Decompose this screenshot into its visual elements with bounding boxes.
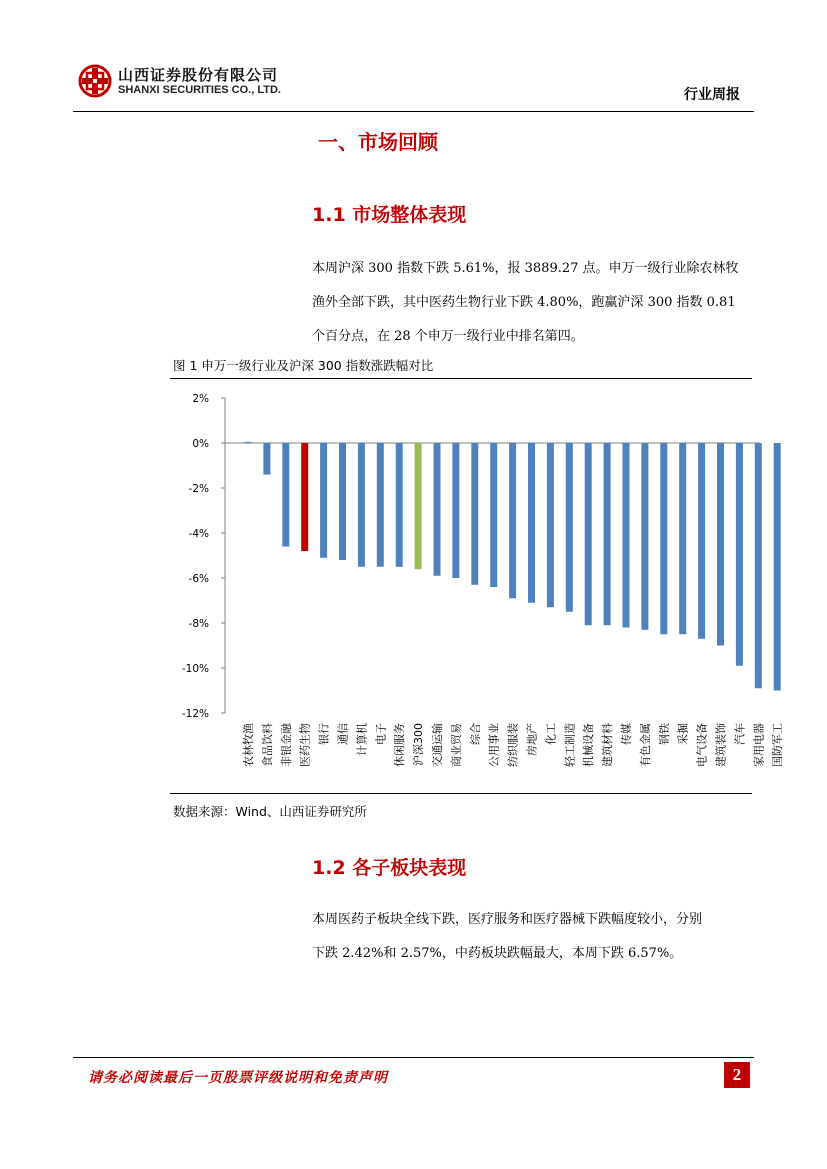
x-tick-label: 钢铁 xyxy=(657,723,671,745)
document-type: 行业周报 xyxy=(684,87,740,103)
bar-计算机 xyxy=(358,443,365,567)
bar-纺织服装 xyxy=(509,443,516,598)
x-tick-label: 传媒 xyxy=(620,723,633,745)
bar-钢铁 xyxy=(660,443,667,634)
bar-交通运输 xyxy=(434,443,441,576)
bar-通信 xyxy=(339,443,346,560)
bar-非银金融 xyxy=(282,443,289,547)
bar-公用事业 xyxy=(490,443,497,587)
x-tick-label: 轻工制造 xyxy=(563,723,577,767)
figure-source: 数据来源：Wind、山西证券研究所 xyxy=(173,804,367,819)
bar-电子 xyxy=(377,443,384,567)
bar-食品饮料 xyxy=(263,443,270,475)
x-tick-label: 家用电器 xyxy=(752,723,766,767)
figure-caption: 图 1 申万一级行业及沪深 300 指数涨跌幅对比 xyxy=(173,358,434,373)
x-tick-label: 非银金融 xyxy=(279,723,293,767)
x-tick-label: 银行 xyxy=(317,723,331,745)
paragraph-2-line: 本周医药子板块全线下跌，医疗服务和医疗器械下跌幅度较小，分别 xyxy=(312,912,703,927)
bar-银行 xyxy=(320,443,327,558)
y-tick-label: -10% xyxy=(181,663,209,675)
x-tick-label: 公用事业 xyxy=(487,723,501,767)
paragraph-1-line: 本周沪深 300 指数下跌 5.61%，报 3889.27 点。申万一级行业除农林牧 xyxy=(312,261,739,276)
bar-传媒 xyxy=(623,443,630,628)
x-tick-label: 纺织服装 xyxy=(506,723,520,767)
y-tick-label: -8% xyxy=(188,618,209,630)
x-tick-label: 采掘 xyxy=(676,723,690,745)
bar-series xyxy=(245,442,781,691)
industry-return-bar-chart xyxy=(170,385,785,795)
x-tick-label: 电气设备 xyxy=(695,723,709,767)
x-tick-label: 休闲服务 xyxy=(393,723,407,767)
paragraph-1-line: 渔外全部下跌，其中医药生物行业下跌 4.80%，跑赢沪深 300 指数 0.81 xyxy=(312,295,736,310)
x-tick-label: 通信 xyxy=(336,723,350,745)
bar-汽车 xyxy=(736,443,743,666)
x-tick-label: 有色金属 xyxy=(638,723,652,767)
paragraph-1 xyxy=(312,252,757,354)
x-tick-label: 化工 xyxy=(544,723,558,745)
x-tick-label: 计算机 xyxy=(355,723,369,756)
y-tick-label: -12% xyxy=(181,708,209,720)
company-logo-icon xyxy=(78,64,112,98)
subsection-title-2: 1.2 各子板块表现 xyxy=(312,857,467,879)
header-divider xyxy=(73,111,754,112)
x-tick-label: 农林牧渔 xyxy=(242,723,255,767)
bar-沪深300 xyxy=(415,443,422,569)
x-axis-labels xyxy=(241,722,784,767)
bar-综合 xyxy=(471,443,478,585)
bar-休闲服务 xyxy=(396,443,403,567)
bar-化工 xyxy=(547,443,554,607)
x-tick-label: 房地产 xyxy=(525,723,539,756)
paragraph-2-line: 下跌 2.42%和 2.57%，中药板块跌幅最大，本周下跌 6.57%。 xyxy=(312,946,683,961)
bar-建筑装饰 xyxy=(717,443,724,646)
figure-bottom-rule xyxy=(170,793,752,794)
y-axis xyxy=(182,393,760,720)
bar-采掘 xyxy=(679,443,686,634)
bar-家用电器 xyxy=(755,443,762,688)
x-tick-label: 建筑材料 xyxy=(601,723,615,767)
company-name-en: SHANXI SECURITIES CO., LTD. xyxy=(118,84,281,96)
figure-top-rule xyxy=(170,378,752,379)
x-tick-label: 综合 xyxy=(468,723,482,745)
y-tick-label: -2% xyxy=(188,483,209,495)
bar-商业贸易 xyxy=(452,443,459,578)
bar-农林牧渔 xyxy=(245,442,252,443)
page-number: 2 xyxy=(724,1062,750,1088)
bar-电气设备 xyxy=(698,443,705,639)
x-tick-label: 建筑装饰 xyxy=(714,723,728,767)
y-tick-label: 0% xyxy=(192,438,209,450)
x-tick-label: 国防军工 xyxy=(771,723,785,767)
footer-divider xyxy=(73,1057,754,1058)
x-tick-label: 沪深300 xyxy=(412,723,426,766)
x-tick-label: 医药生物 xyxy=(298,723,312,767)
bar-机械设备 xyxy=(585,443,592,625)
company-name-cn: 山西证券股份有限公司 xyxy=(118,66,279,84)
bar-轻工制造 xyxy=(566,443,573,612)
y-tick-label: -6% xyxy=(188,573,209,585)
x-tick-label: 食品饮料 xyxy=(260,723,274,767)
x-tick-label: 商业贸易 xyxy=(449,723,463,767)
x-tick-label: 交通运输 xyxy=(431,723,444,767)
x-tick-label: 机械设备 xyxy=(582,723,596,767)
bar-房地产 xyxy=(528,443,535,603)
bar-建筑材料 xyxy=(604,443,611,625)
bar-医药生物 xyxy=(301,443,308,551)
y-tick-label: 2% xyxy=(192,393,209,405)
section-title: 一、市场回顾 xyxy=(318,130,438,154)
x-tick-label: 电子 xyxy=(374,723,388,745)
bar-有色金属 xyxy=(641,443,648,630)
paragraph-2 xyxy=(312,903,757,971)
y-tick-label: -4% xyxy=(188,528,209,540)
x-tick-label: 汽车 xyxy=(733,723,747,745)
disclaimer-notice: 请务必阅读最后一页股票评级说明和免责声明 xyxy=(88,1070,388,1086)
paragraph-1-line: 个百分点，在 28 个申万一级行业中排名第四。 xyxy=(312,329,584,344)
bar-国防军工 xyxy=(774,443,781,691)
subsection-title-1: 1.1 市场整体表现 xyxy=(312,204,467,226)
